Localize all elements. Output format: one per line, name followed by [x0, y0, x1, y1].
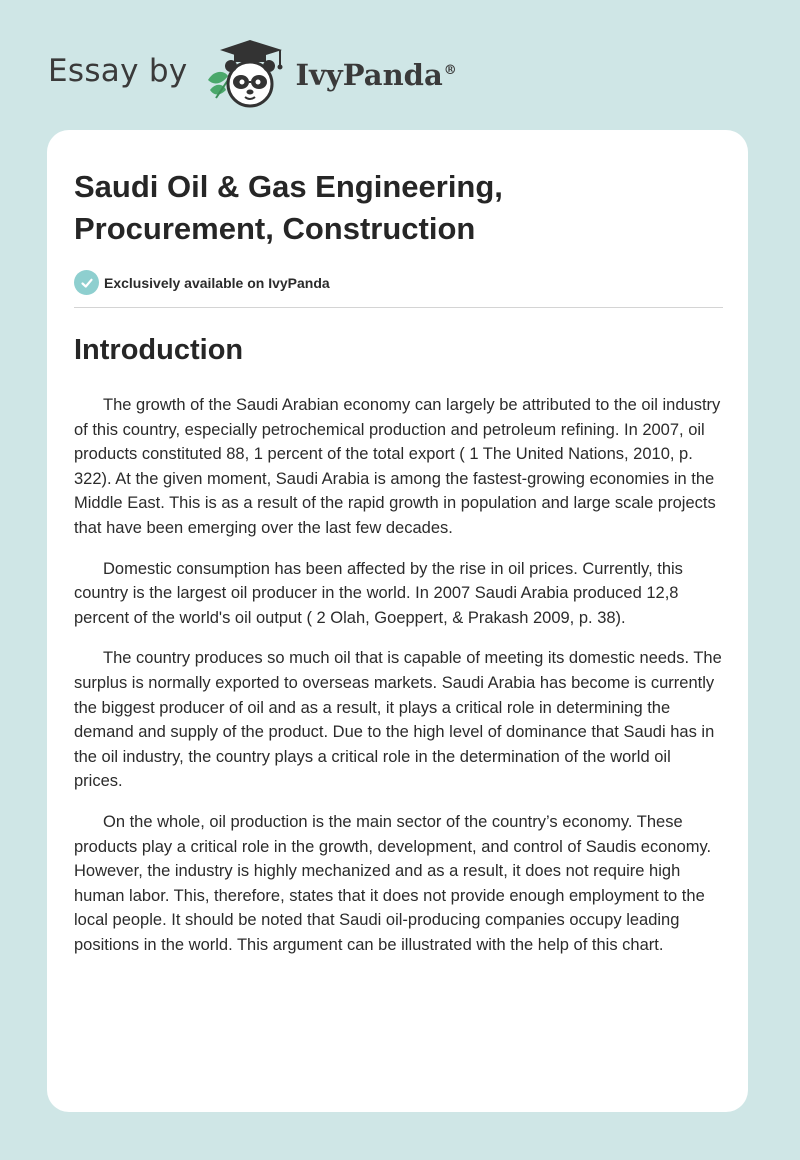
check-icon: [74, 270, 99, 295]
exclusive-badge: [74, 270, 723, 295]
article-title: [74, 166, 723, 250]
title-line-2: Procurement, Construction: [74, 211, 476, 246]
essay-by-label: Essay by: [48, 53, 188, 89]
paragraph: The growth of the Saudi Arabian economy can largely be attributed to the oil industry of this country, especially petrochemical production and petroleum refining. In 2007, oil products constituted 88, 1 percent of the total export ( 1 The United Nations, 2010, p. 322). At the given moment, Saudi Arabia is among the fastest-growing economies in the Middle East. This is as a result of the rapid growth in population and large scale projects that have been emerging over the last few decades.: [74, 396, 721, 537]
panda-graduate-icon[interactable]: [202, 36, 290, 112]
exclusive-badge-text: Exclusively available on IvyPanda: [104, 274, 330, 291]
brand-name-text: IvyPanda: [295, 58, 443, 92]
article-card: [47, 130, 748, 1112]
paragraph: On the whole, oil production is the main sector of the country’s economy. These products play a critical role in the growth, development, and control of Saudis economy. However, the industry is highly mechanized and as a result, it does not require high human labor. This, therefore, states that it does not provide enough employment to the local people. It should be noted that Saudi oil-producing companies occupy leading positions in the world. This argument can be illustrated with the help of this chart.: [74, 812, 712, 954]
brand-name[interactable]: [296, 58, 457, 92]
registered-mark: ®: [443, 63, 457, 79]
section-heading: Introduction: [74, 334, 244, 366]
paragraph: The country produces so much oil that is capable of meeting its domestic needs. The surplus is normally exported to overseas markets. Saudi Arabia has become is currently the biggest producer of oil and as a result, it plays a critical role in determining the demand and supply of the product. Due to the high level of dominance that Saudi has in the oil industry, the country plays a critical role in the determination of the world oil prices.: [74, 649, 722, 791]
title-line-1: Saudi Oil & Gas Engineering,: [74, 169, 503, 204]
paragraph: Domestic consumption has been affected by the rise in oil prices. Currently, this country is the largest oil producer in the world. In 2007 Saudi Arabia produced 12,8 percent of the world's oil output ( 2 Olah, Goeppert, & Prakash 2009, p. 38).: [74, 559, 683, 627]
article-content: [74, 130, 723, 957]
divider: [74, 307, 723, 308]
site-header: [48, 34, 457, 114]
